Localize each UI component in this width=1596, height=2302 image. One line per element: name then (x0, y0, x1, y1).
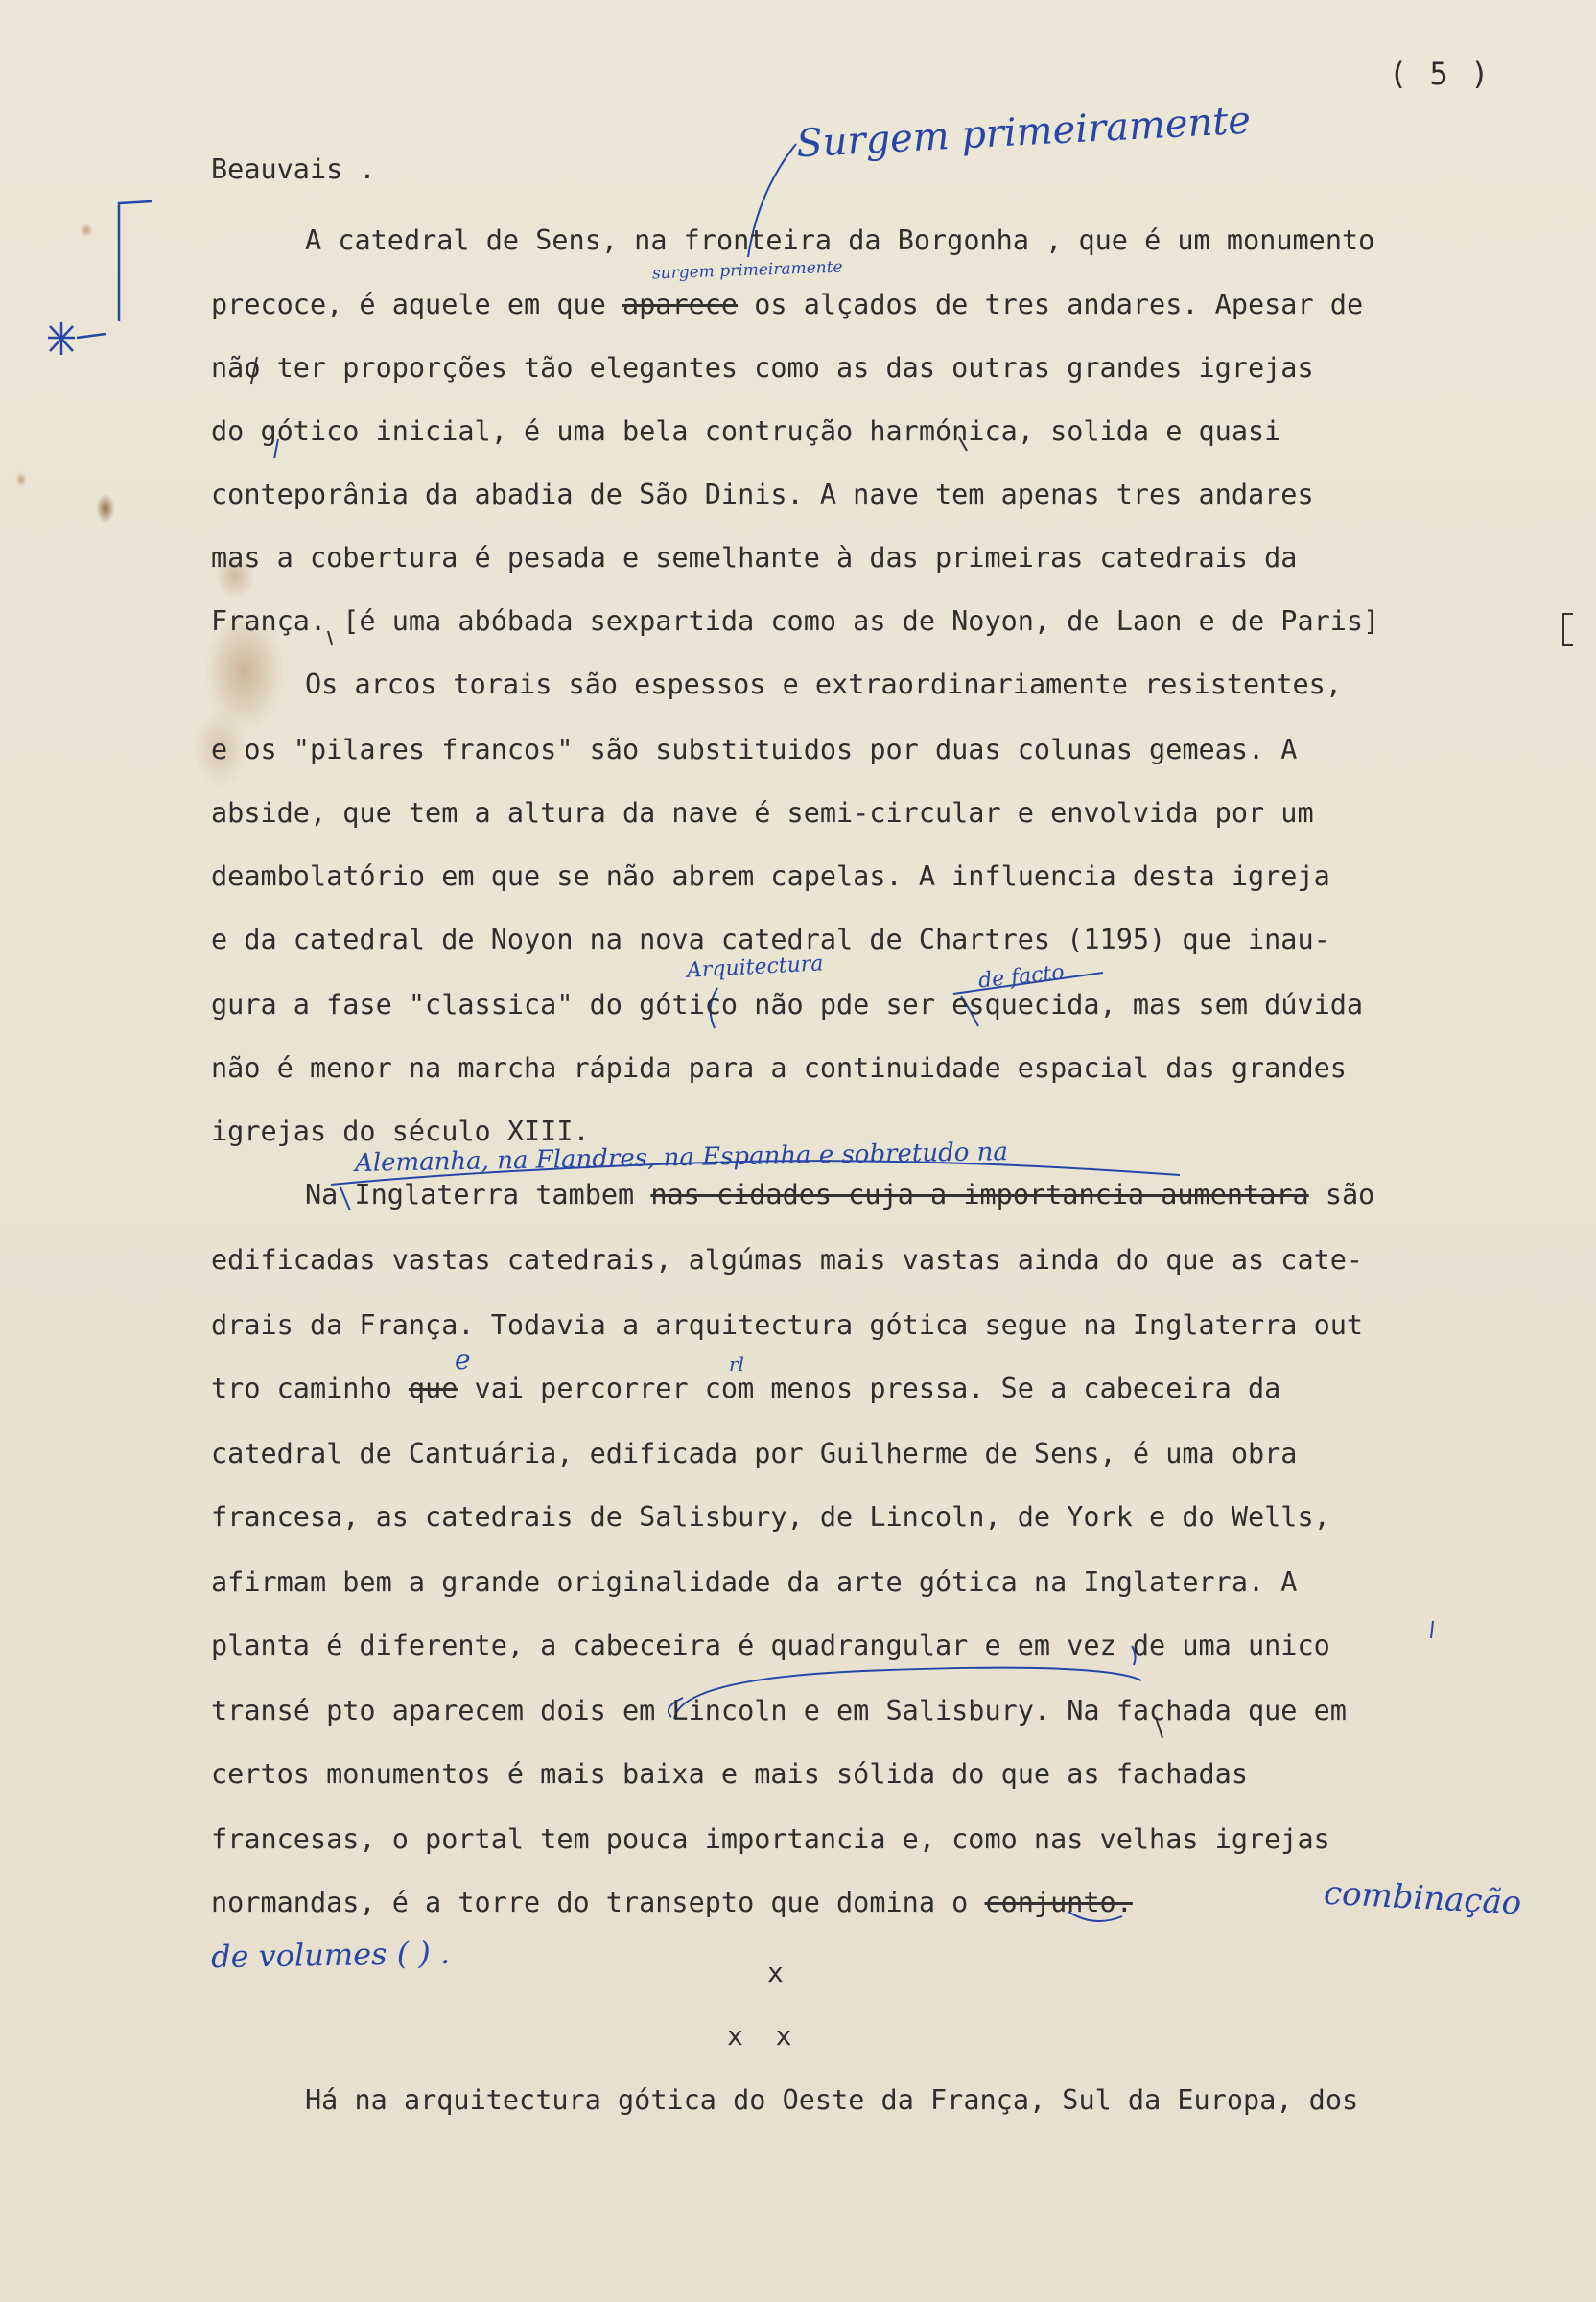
line-22 (211, 1501, 1330, 1533)
line-20 (211, 1375, 1280, 1403)
line-1 (211, 153, 376, 185)
left-bracket-mark (119, 201, 152, 321)
line-text: certos monumentos é mais baixa e mais sólida do que as fachadas (211, 1758, 1248, 1790)
annotation-e-above-que: e (455, 1344, 471, 1375)
line-26 (211, 1758, 1248, 1790)
line-text: edificadas vastas catedrais, algúmas mais vastas ainda do que as cate- (211, 1244, 1364, 1276)
line-text: drais da França. Todavia a arquitectura gótica segue na Inglaterra out (211, 1309, 1364, 1341)
line-7 (211, 542, 1298, 574)
line-text: França. [é uma abóbada sexpartida como as de Noyon, de Laon e de Paris] (211, 605, 1380, 637)
line-text: normandas, é a torre do transepto que domina o (211, 1887, 985, 1918)
line-text: e da catedral de Noyon na nova catedral de Chartres (1195) que inau- (211, 924, 1330, 955)
separator-top: x (767, 1957, 784, 1988)
line-29 (305, 2084, 1359, 2116)
line-text: são (1308, 1179, 1375, 1210)
line-8 (211, 605, 1380, 637)
line-text: não é menor na marcha rápida para a continuidade espacial das grandes (211, 1052, 1347, 1084)
line-text: conteporânia da abadia de São Dinis. A nave tem apenas tres andares (211, 479, 1314, 510)
line-text: Os arcos torais são espessos e extraordinariamente resistentes, (305, 669, 1342, 700)
line-10 (211, 734, 1298, 765)
struck-text: nas cidades cuja a importancia aumentara (650, 1179, 1309, 1210)
line-13 (211, 924, 1330, 955)
line-28 (211, 1887, 1133, 1918)
line-15 (211, 1052, 1347, 1084)
line-text: francesa, as catedrais de Salisbury, de Lincoln, de York e do Wells, (211, 1501, 1330, 1533)
line-24 (211, 1630, 1330, 1661)
annotation-arquitectura: Arquitectura (686, 951, 825, 983)
line-23 (211, 1566, 1298, 1598)
line-25 (211, 1695, 1347, 1726)
struck-text: conjunto. (984, 1887, 1133, 1918)
annotation-combinacao: combinação (1323, 1873, 1523, 1923)
struck-text: que (408, 1373, 458, 1404)
line-text: deambolatório em que se não abrem capelas. A influencia desta igreja (211, 860, 1330, 892)
annotation-rl: rl (729, 1352, 744, 1375)
line-text: catedral de Cantuária, edificada por Guilherme de Sens, é uma obra (211, 1438, 1298, 1469)
line-text: precoce, é aquele em que (211, 289, 622, 320)
separator-bottom: x x (727, 2020, 792, 2052)
line-text: afirmam bem a grande originalidade da arte gótica na Inglaterra. A (211, 1566, 1298, 1598)
line-14 (211, 989, 1364, 1021)
line-3 (211, 289, 1364, 320)
line-text: não ter proporções tão elegantes como as das outras grandes igrejas (211, 352, 1314, 384)
line-21 (211, 1438, 1298, 1469)
line-2 (305, 224, 1375, 256)
line-text: gura a fase "classica" do gótico não pde ser esquecida, mas sem dúvida (211, 989, 1364, 1021)
annotation-surgem: Surgem primeiramente (795, 98, 1253, 167)
line-19 (211, 1309, 1364, 1341)
annotation-surgem-small: surgem primeiramente (651, 257, 843, 284)
annotation-alemanha: Alemanha, na Flandres, na Espanha e sobretudo na (354, 1138, 1009, 1178)
page-number: ( 5 ) (1389, 56, 1491, 92)
line-12 (211, 860, 1330, 892)
line-text: Beauvais . (211, 153, 376, 185)
line-text: do gótico inicial, é uma bela contrução harmónica, solida e quasi (211, 415, 1281, 447)
line-text: vai percorrer com menos pressa. Se a cabeceira da (458, 1373, 1281, 1404)
line-text: abside, que tem a altura da nave é semi-circular e envolvida por um (211, 797, 1314, 829)
line-text: tro caminho (211, 1373, 409, 1404)
line-11 (211, 797, 1314, 829)
line-27 (211, 1823, 1330, 1855)
line-text: Há na arquitectura gótica do Oeste da França, Sul da Europa, dos (305, 2084, 1359, 2116)
line-6 (211, 479, 1314, 510)
struck-text: aparece (622, 289, 739, 320)
line-4 (211, 352, 1314, 384)
line-text: e os "pilares francos" são substituidos por duas colunas gemeas. A (211, 734, 1298, 765)
line-text: francesas, o portal tem pouca importancia e, como nas velhas igrejas (211, 1823, 1330, 1855)
line-text: planta é diferente, a cabeceira é quadrangular e em vez de uma unico (211, 1630, 1330, 1661)
asterisk-mark (48, 322, 106, 355)
line-17 (305, 1179, 1375, 1210)
line-text: A catedral de Sens, na fronteira da Borgonha , que é um monumento (305, 224, 1375, 256)
line-text: igrejas do século XIII. (211, 1116, 590, 1147)
line-text: Na Inglaterra tambem (305, 1179, 651, 1210)
line-5 (211, 415, 1281, 447)
annotation-de-volumes: de volumes ( ) . (210, 1934, 451, 1976)
line-16 (211, 1118, 590, 1146)
annotation-de-facto: de facto (976, 960, 1066, 994)
line-18 (211, 1244, 1364, 1276)
line-text: os alçados de tres andares. Apesar de (738, 289, 1364, 320)
line-9 (305, 671, 1342, 699)
line-text: mas a cobertura é pesada e semelhante à das primeiras catedrais da (211, 542, 1298, 574)
line-text: transé pto aparecem dois em Lincoln e em Salisbury. Na fachada que em (211, 1695, 1347, 1726)
